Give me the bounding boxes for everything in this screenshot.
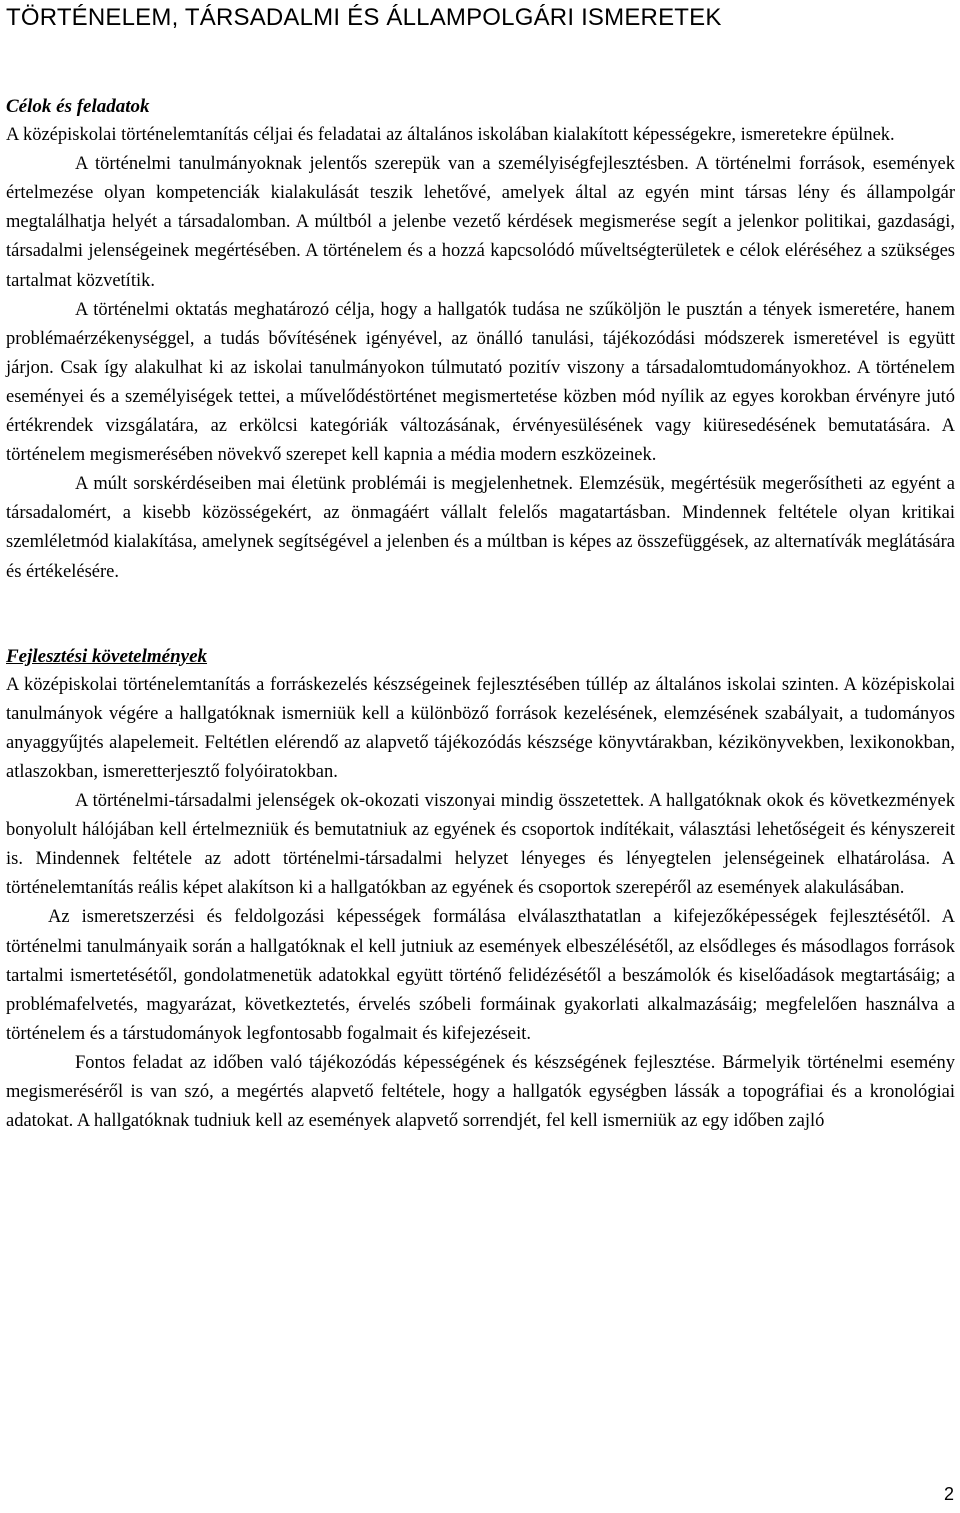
paragraph: A történelmi tanulmányoknak jelentős szerepük van a személyiségfejlesztésben. A történelmi források, események értelmezése olyan kompetenciák kialakulását teszik lehetővé, amelyek által az egyén mint társas lény és állampolgár megtalálhatja helyét a társadalomban. A múltból a jelenbe vezető kérdések megismerése segít a jelenkor politikai, gazdasági, társadalmi jelenségeinek megértésében. A történelem és a hozzá kapcsolódó műveltségterületek e célok eléréséhez a szükséges tartalmat közvetítik.: [6, 154, 955, 291]
document-title: TÖRTÉNELEM, TÁRSADALMI ÉS ÁLLAMPOLGÁRI ISMERETEK: [6, 4, 722, 31]
paragraph: A középiskolai történelemtanítás a forráskezelés készségeinek fejlesztésében túllép az általános iskolai szinten. A középiskolai tanulmányok végére a hallgatóknak ismerniük kell a különböző források kezelésének, elemzésének szabályait, a tudományos anyaggyűjtés alapelemeit. Feltétlen elérendő az alapvető tájékozódás készsége könyvtárakban, kézikönyvekben, lexikonokban, atlaszokban, ismeretterjesztő folyóiratokban.: [6, 674, 955, 782]
section-heading: Fejlesztési követelmények: [6, 645, 208, 667]
section-heading: Célok és feladatok: [6, 96, 150, 117]
paragraph: Fontos feladat az időben való tájékozódás képességének és készségének fejlesztése. Bármelyik történelmi esemény megismeréséről is van szó, a megértés alapvető feltétele, hogy a hallgatók egységben lássák a topográfiai és a kronológiai adatokat. A hallgatóknak tudniuk kell az események alapvető sorrendjét, fel kell ismerniük az egy időben zajló: [6, 1052, 955, 1132]
paragraph: A múlt sorskérdéseiben mai életünk problémái is megjelenhetnek. Elemzésük, megértésük megerősítheti az egyént a társadalomért, a kisebb közösségekért, az önmagáért vállalt felelős magatartásban. Mindennek feltétele olyan kritikai szemléletmód kialakítása, amelynek segítségével a jelenben és a múltban is képes az összefüggések, az alternatívák meglátására és értékelésére.: [6, 474, 955, 582]
paragraph: A középiskolai történelemtanítás céljai és feladatai az általános iskolában kialakított képességekre, ismeretekre épülnek.: [6, 125, 895, 146]
section-fejlesztesi: [6, 642, 955, 1137]
paragraph: A történelmi-társadalmi jelenségek ok-okozati viszonyai mindig összetettek. A hallgatóknak okok és következmények bonyolult hálójában kell értelmezniük és bemutatniuk az egyének és csoportok indítékait, választási lehetőségeit és kényszereit is. Mindennek feltétele az adott történelmi-társadalmi helyzet lényeges és lényegtelen jelenségeinek elhatárolása. A történelemtanítás reális képet alakítson ki a hallgatókban az egyének és csoportok szerepéről az események alakulásában.: [6, 791, 955, 899]
document-page: [6, 0, 955, 1136]
page-number: 2: [943, 1484, 954, 1504]
paragraph: A történelmi oktatás meghatározó célja, hogy a hallgatók tudása ne szűköljön le pusztán a tények ismeretére, hanem problémaérzékenységgel, a tudás bővítésének igényével, az önálló tanulási, tájékozódási módszerek ismeretével is együtt járjon. Csak így alakulhat ki az iskolai tanulmányokon túlmutató pozitív viszony a társadalomtudományokhoz. A történelem eseményei és a személyiségek tettei, a művelődéstörténet megismertetése közben mód nyílik az egyes korokban érvényre jutó értékrendek vizsgálatára, az erkölcsi kategóriák változásának, érvényesülésének vagy kiüresedésének bemutatására. A történelem megismerésében növekvő szerepet kell kapnia a média modern eszközeinek.: [6, 299, 955, 466]
section-celok: [6, 92, 955, 587]
paragraph: Az ismeretszerzési és feldolgozási képességek formálása elválaszthatatlan a kifejezőképességek fejlesztésétől. A történelmi tanulmányaik során a hallgatóknak el kell jutniuk az események elbeszélésétől, az elsődleges és másodlagos források tartalmi ismertetésétől, gondolatmenetük adatokkal együtt történő felidézésétől a beszámolók és kiselőadások megtartásáig; a problémafelvetés, magyarázat, következtetés, érvelés szóbeli formáinak gyakorlati alkalmazásáig; megfelelően használva a történelem és a társtudományok legfontosabb fogalmait és kifejezéseit.: [6, 907, 955, 1044]
